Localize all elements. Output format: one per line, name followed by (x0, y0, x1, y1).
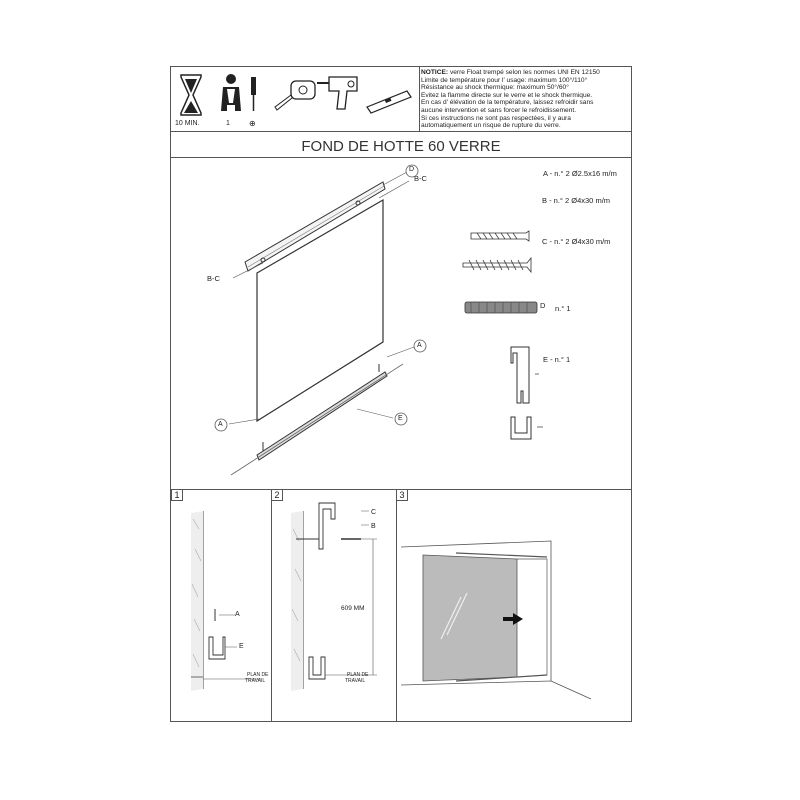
exploded-diagram (171, 157, 633, 489)
screw-b-icon (463, 258, 531, 272)
person-icon (221, 74, 241, 111)
hourglass-icon (181, 75, 201, 115)
steps-drawings (171, 489, 633, 722)
notice-line: Limite de température pour l' usage: maximum 100°/110° (421, 76, 588, 84)
notice-line: automatiquement un risque de rupture du verre. (421, 122, 561, 130)
step2-number: 2 (271, 489, 283, 501)
step1-plan-line2: TRAVAIL (245, 678, 266, 684)
callout-a-right: A (417, 342, 422, 349)
step1-label-a: A (235, 611, 240, 618)
step2-label-c: C (371, 509, 377, 516)
time-label: 10 MIN. (175, 120, 200, 127)
profile-d-icon (511, 347, 529, 403)
callout-a-left: A (218, 421, 223, 428)
step1-label-e: E (239, 643, 244, 650)
tool-icons (171, 67, 419, 131)
drill-icon (317, 77, 357, 109)
step3-number: 3 (396, 489, 408, 501)
notice-line: aucune intervention et sans forcer le refroidissement. (421, 106, 577, 114)
profile-e-icon (511, 417, 531, 439)
step2-plan-line2: TRAVAIL (345, 678, 366, 684)
step2-dimension: 609 MM (341, 605, 365, 612)
screw-a-icon (471, 231, 529, 241)
notice-line: Résistance au shock thermique: maximum 50°/60° (421, 84, 569, 92)
part-d-label: D (540, 301, 546, 310)
callout-bc-left: B-C (207, 274, 220, 283)
screwdriver-type-label: ⊕ (249, 119, 256, 128)
notice-line: Si ces instructions ne sont pas respectées, il y aura (421, 114, 571, 122)
step1-plan-line1: PLAN DE (247, 672, 269, 678)
notice-line: Evitez la flamme directe sur le verre et le shock thermique. (421, 91, 593, 99)
instruction-sheet (170, 66, 632, 722)
callout-bc-top: B-C (414, 174, 427, 183)
step2-drawing (291, 503, 377, 691)
step3-drawing (401, 541, 591, 699)
screwdriver-icon (251, 77, 256, 111)
wall-plug-c-icon (465, 302, 537, 313)
tape-measure-icon (275, 81, 315, 110)
step1-number: 1 (171, 489, 183, 501)
header-divider (171, 131, 631, 132)
part-e-label: E - n.° 1 (543, 355, 571, 364)
step2-label-b: B (371, 523, 376, 530)
step1-drawing (191, 511, 261, 691)
part-c-label: C - n.° 2 Ø4x30 m/m (542, 237, 611, 246)
callout-e: E (398, 415, 403, 422)
notice-title: NOTICE: (421, 69, 449, 76)
part-b-label: B - n.° 2 Ø4x30 m/m (542, 196, 611, 205)
notice-line: verre Float trempé selon les normes UNI EN 12150 (448, 69, 600, 76)
people-count: 1 (226, 120, 230, 127)
page-title: FOND DE HOTTE 60 VERRE (301, 138, 501, 155)
part-d-qty: n.° 1 (555, 304, 571, 313)
spirit-level-icon (367, 91, 411, 113)
callout-d: D (409, 166, 415, 173)
part-a-label: A - n.° 2 Ø2.5x16 m/m (543, 169, 617, 178)
notice-divider (419, 67, 420, 131)
step2-plan-line1: PLAN DE (347, 672, 369, 678)
notice-line: En cas d' élévation de la température, laissez refroidir sans (421, 99, 594, 107)
notice-text (421, 69, 631, 130)
